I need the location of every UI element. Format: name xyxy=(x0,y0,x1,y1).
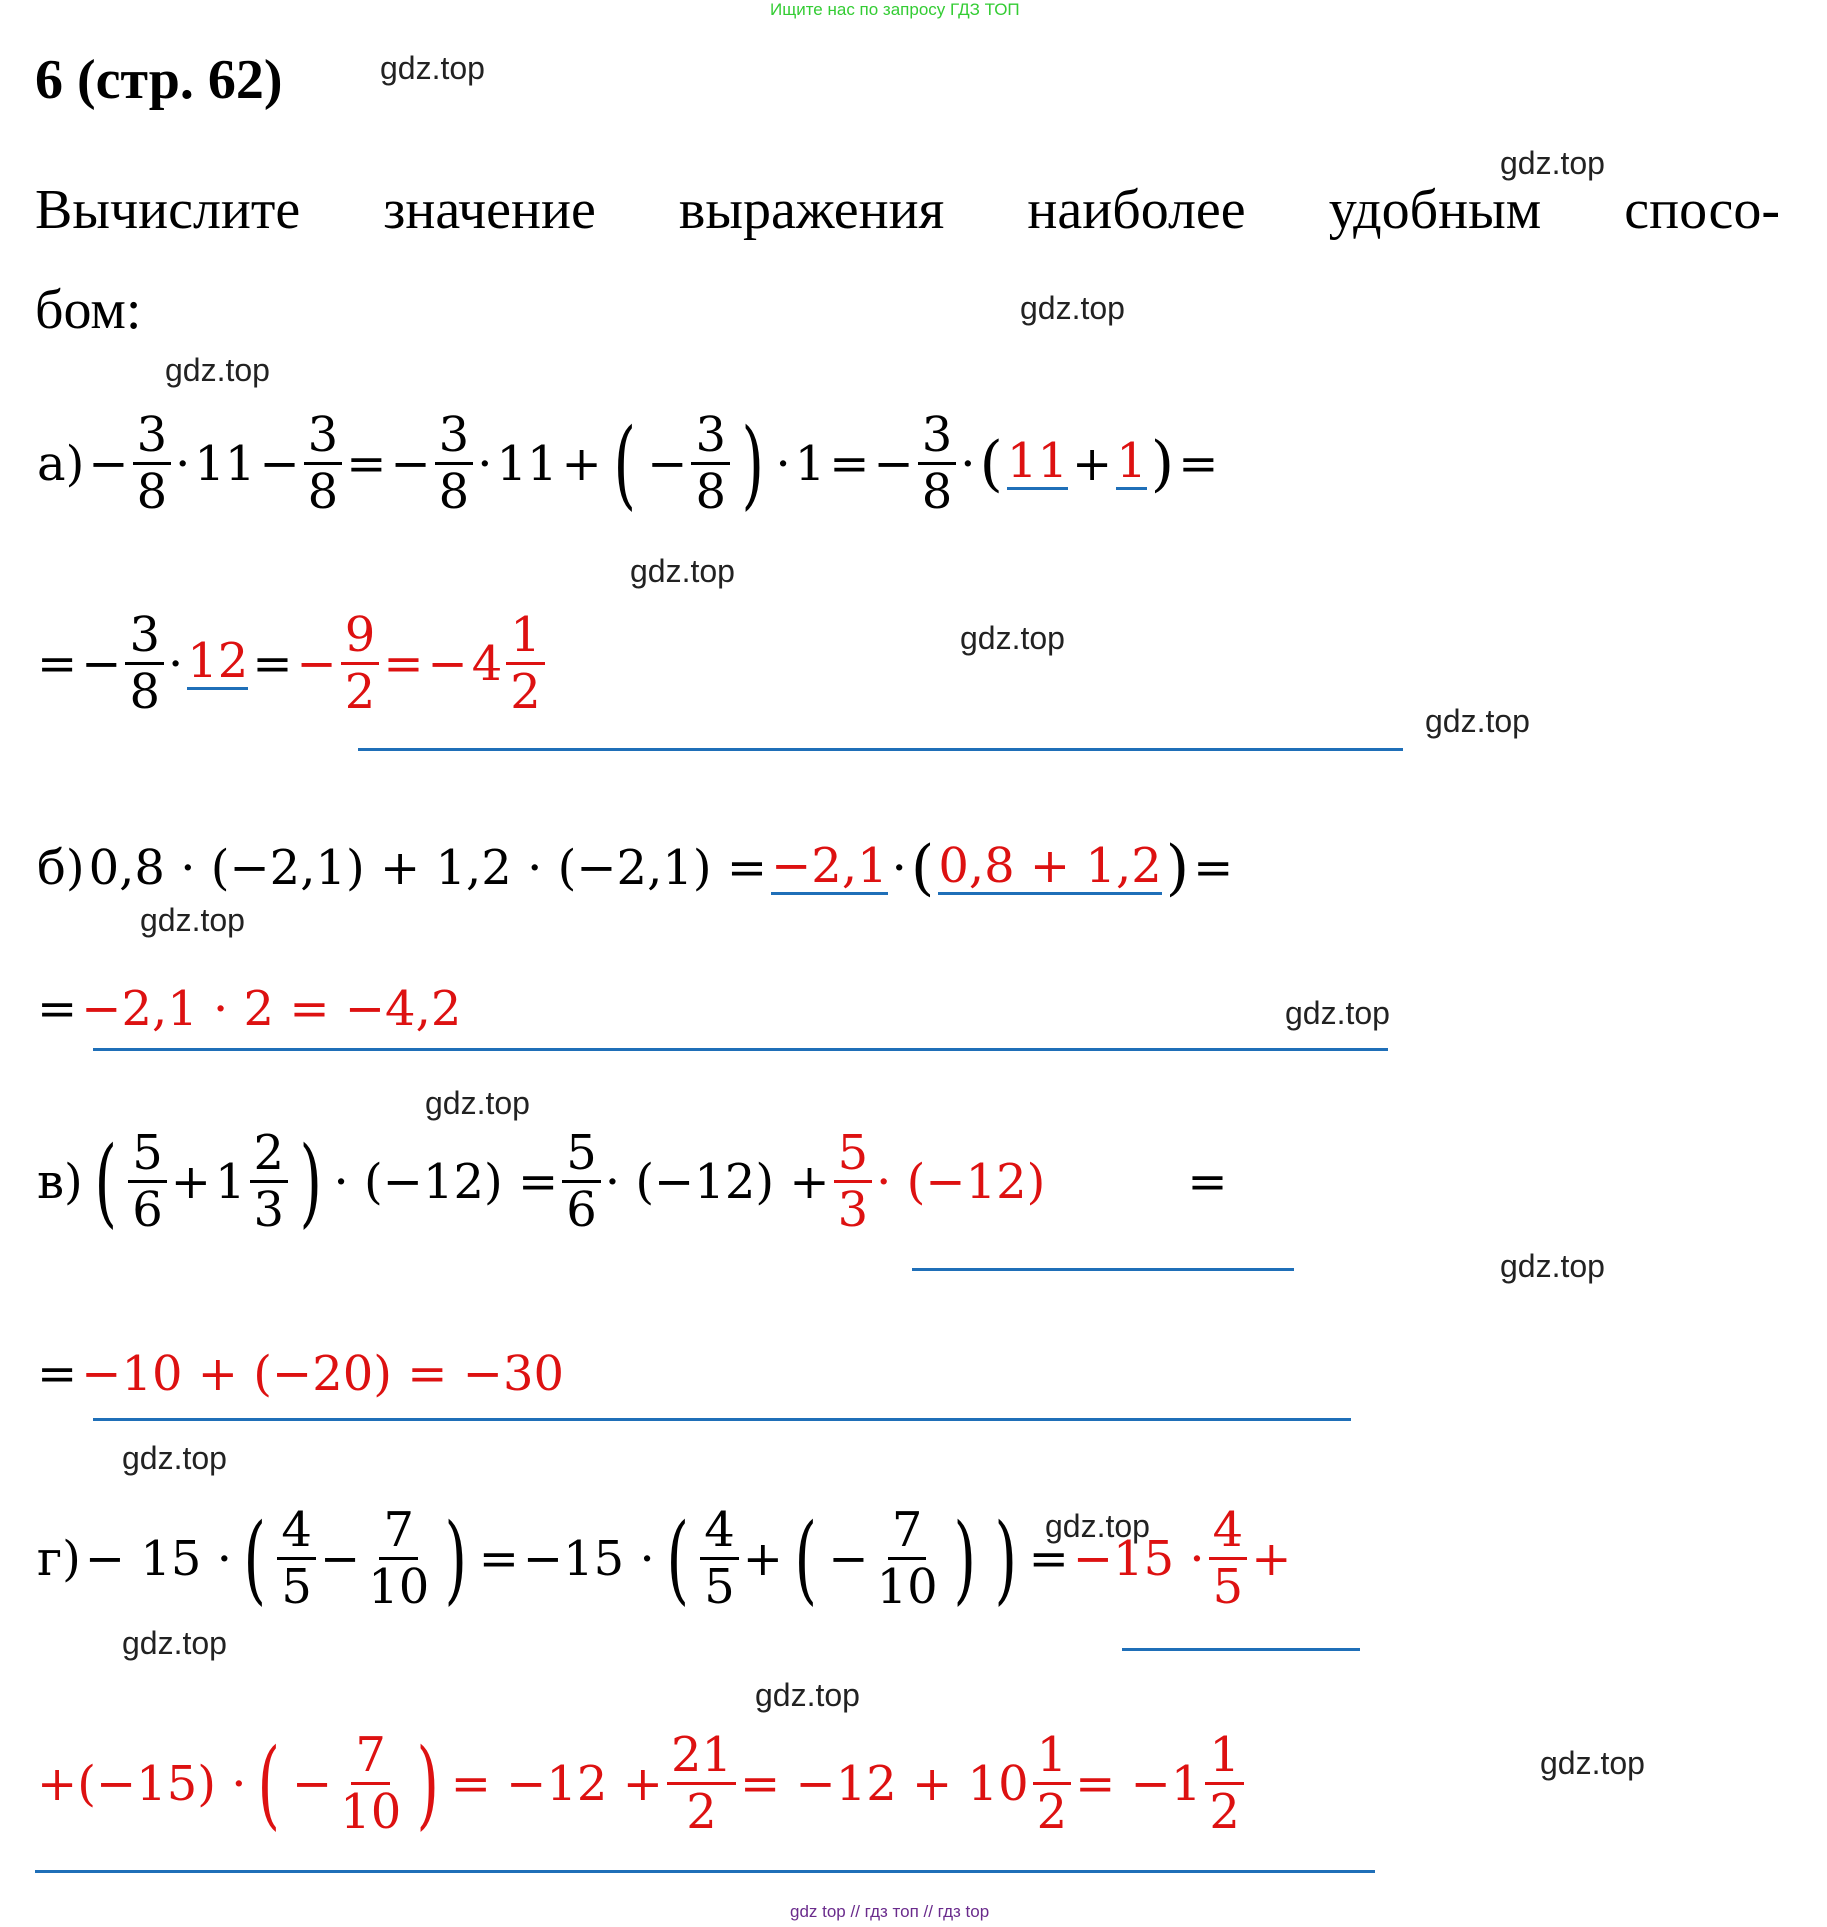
minus-sign: − xyxy=(291,1755,333,1812)
number: 11 xyxy=(496,435,558,492)
part-label: в) xyxy=(37,1153,83,1210)
minus-sign: − xyxy=(390,435,431,492)
answer-number: 1 xyxy=(1116,433,1147,490)
part-v-line-2 xyxy=(35,1346,566,1402)
watermark: gdz.top xyxy=(165,352,270,388)
watermark: gdz.top xyxy=(122,1440,227,1476)
minus-sign: − xyxy=(319,1530,361,1587)
denominator: 5 xyxy=(704,1559,735,1616)
answer-underline xyxy=(93,1048,1388,1051)
fraction xyxy=(1033,1727,1072,1841)
equals-sign: = xyxy=(383,635,424,692)
right-paren: ) xyxy=(953,1502,976,1615)
equals-sign: = xyxy=(37,635,78,692)
page-title: 6 (стр. 62) xyxy=(35,49,283,111)
fraction xyxy=(1205,1727,1244,1841)
task-word: Вычислите xyxy=(35,179,301,241)
denominator: 2 xyxy=(1209,1784,1240,1841)
plus-sign: + xyxy=(1072,435,1113,492)
answer-underline xyxy=(1122,1648,1360,1651)
left-paren: ( xyxy=(243,1502,266,1615)
numerator: 3 xyxy=(435,410,474,465)
part-label: б) xyxy=(37,840,85,896)
fraction xyxy=(562,1125,601,1239)
dot-sign: · xyxy=(175,435,191,492)
minus-sign: − xyxy=(296,635,337,692)
fraction xyxy=(700,1502,739,1616)
minus-sign: − xyxy=(81,635,122,692)
denominator: 5 xyxy=(1212,1559,1244,1616)
equals-sign: = xyxy=(252,635,293,692)
dot-sign: · xyxy=(960,435,976,492)
equals-sign: = xyxy=(37,1346,78,1402)
task-line-2: бом: xyxy=(35,279,142,341)
expression: −15 · xyxy=(522,1530,655,1587)
watermark: gdz.top xyxy=(1045,1508,1150,1544)
answer-underline xyxy=(912,1268,1294,1271)
fraction xyxy=(873,1502,942,1616)
task-word: значение xyxy=(383,179,596,241)
numerator: 7 xyxy=(888,1505,927,1560)
right-paren: ) xyxy=(444,1502,468,1615)
equals-sign: = xyxy=(37,981,78,1037)
minus-sign: − xyxy=(88,435,129,492)
task-word: выражения xyxy=(678,179,945,241)
answer-term: −2,1 xyxy=(771,837,888,894)
numerator: 5 xyxy=(562,1128,601,1183)
fraction xyxy=(506,607,545,721)
answer-expression: −10 + (−20) = −30 xyxy=(81,1346,565,1402)
part-b-line-1 xyxy=(35,833,1235,903)
number: 11 xyxy=(194,435,256,492)
footer-links: gdz top // гдз топ // гдз top xyxy=(790,1902,990,1921)
minus-sign: − xyxy=(427,635,468,692)
fraction xyxy=(250,1125,289,1239)
watermark: gdz.top xyxy=(1285,995,1390,1031)
fraction xyxy=(435,407,474,521)
left-paren: ( xyxy=(257,1727,281,1840)
numerator: 3 xyxy=(125,610,164,665)
denominator: 2 xyxy=(344,664,376,721)
answer-expression: −15 · xyxy=(1072,1530,1205,1587)
denominator: 2 xyxy=(1036,1784,1068,1841)
watermark: gdz.top xyxy=(425,1085,530,1121)
dot-sign: · xyxy=(167,635,184,692)
fraction xyxy=(125,607,164,721)
top-note: Ищите нас по запросу ГДЗ ТОП xyxy=(770,0,1020,19)
number: 1 xyxy=(214,1153,246,1210)
fraction xyxy=(128,1125,167,1239)
fraction xyxy=(691,407,730,521)
watermark: gdz.top xyxy=(1500,1248,1605,1284)
answer-expression: = −12 + 10 xyxy=(740,1755,1029,1812)
plus-sign: + xyxy=(170,1153,211,1210)
part-g-line-2 xyxy=(35,1727,1246,1841)
equals-sign: = xyxy=(478,1530,519,1587)
denominator: 2 xyxy=(686,1784,717,1841)
equals-sign: = xyxy=(346,435,387,492)
plus-sign: + xyxy=(742,1530,783,1587)
numerator: 4 xyxy=(1209,1505,1248,1560)
watermark: gdz.top xyxy=(380,50,485,86)
task-word: спосо- xyxy=(1624,179,1780,241)
answer-expression: = −1 xyxy=(1075,1755,1202,1812)
watermark: gdz.top xyxy=(122,1625,227,1661)
denominator: 3 xyxy=(253,1182,285,1239)
numerator: 4 xyxy=(700,1505,739,1560)
denominator: 5 xyxy=(281,1559,312,1616)
watermark: gdz.top xyxy=(630,553,735,589)
denominator: 10 xyxy=(876,1559,938,1616)
denominator: 8 xyxy=(136,464,168,521)
task-word: удобным xyxy=(1328,179,1542,241)
watermark: gdz.top xyxy=(140,902,245,938)
watermark: gdz.top xyxy=(1540,1745,1645,1781)
left-paren: ( xyxy=(979,428,1003,499)
expression: − 15 · xyxy=(84,1530,232,1587)
left-paren: ( xyxy=(666,1502,689,1615)
right-paren: ) xyxy=(416,1727,440,1840)
right-paren: ) xyxy=(994,1502,1018,1615)
number: 1 xyxy=(794,435,826,492)
task-word: наиболее xyxy=(1027,179,1246,241)
watermark: gdz.top xyxy=(1500,145,1605,181)
dot-sign: · xyxy=(891,840,907,896)
minus-sign: − xyxy=(828,1530,869,1587)
denominator: 10 xyxy=(368,1559,430,1616)
denominator: 8 xyxy=(129,664,160,721)
equals-sign: = xyxy=(1187,1153,1228,1210)
denominator: 3 xyxy=(837,1182,869,1239)
numerator: 21 xyxy=(667,1730,736,1785)
denominator: 8 xyxy=(921,464,953,521)
fraction xyxy=(133,407,172,521)
denominator: 8 xyxy=(695,464,726,521)
answer-underline xyxy=(35,1870,1375,1873)
fraction xyxy=(667,1727,736,1841)
dot-sign: · xyxy=(477,435,493,492)
numerator: 1 xyxy=(1205,1730,1244,1785)
expression: 0,8 · (−2,1) + 1,2 · (−2,1) = xyxy=(88,840,768,896)
right-paren: ) xyxy=(1165,833,1190,903)
denominator: 6 xyxy=(132,1182,163,1239)
left-paren: ( xyxy=(613,407,636,520)
numerator: 2 xyxy=(250,1128,289,1183)
numerator: 3 xyxy=(133,410,172,465)
fraction xyxy=(1209,1502,1248,1616)
fraction xyxy=(918,407,957,521)
numerator: 1 xyxy=(1033,1730,1072,1785)
expression: · (−12) = xyxy=(333,1153,559,1210)
numerator: 5 xyxy=(128,1128,167,1183)
numerator: 7 xyxy=(351,1730,390,1785)
numerator: 9 xyxy=(341,610,380,665)
answer-expression: −2,1 · 2 = −4,2 xyxy=(81,981,462,1037)
denominator: 8 xyxy=(307,464,339,521)
equals-sign: = xyxy=(1028,1530,1069,1587)
fraction xyxy=(834,1125,873,1239)
equals-sign: = xyxy=(829,435,870,492)
numerator: 4 xyxy=(277,1505,316,1560)
fraction xyxy=(364,1502,433,1616)
denominator: 6 xyxy=(566,1182,597,1239)
equals-sign: = xyxy=(1193,840,1234,896)
left-paren: ( xyxy=(94,1125,117,1238)
expression: · (−12) + xyxy=(604,1153,830,1210)
part-b-line-2 xyxy=(35,981,463,1037)
right-paren: ) xyxy=(1150,428,1175,499)
left-paren: ( xyxy=(794,1502,817,1615)
right-paren: ) xyxy=(741,407,764,520)
dot-sign: · xyxy=(775,435,791,492)
numerator: 5 xyxy=(834,1128,873,1183)
fraction xyxy=(277,1502,316,1616)
part-v-line-1 xyxy=(35,1125,1230,1239)
part-a-line-1 xyxy=(35,407,1220,521)
equals-sign: = xyxy=(1178,435,1219,492)
answer-number: 12 xyxy=(187,633,249,690)
left-paren: ( xyxy=(910,833,935,903)
answer-expression: = −12 + xyxy=(450,1755,663,1812)
denominator: 2 xyxy=(510,664,541,721)
plus-sign: + xyxy=(561,435,602,492)
numerator: 7 xyxy=(379,1505,418,1560)
fraction xyxy=(304,407,343,521)
fraction xyxy=(336,1727,405,1841)
denominator: 8 xyxy=(438,464,470,521)
answer-underline xyxy=(358,748,1403,751)
part-a-line-2 xyxy=(35,607,547,721)
minus-sign: − xyxy=(873,435,914,492)
number: 4 xyxy=(471,635,503,692)
answer-underline xyxy=(93,1418,1351,1421)
watermark: gdz.top xyxy=(1020,290,1125,326)
numerator: 3 xyxy=(691,410,730,465)
numerator: 3 xyxy=(918,410,957,465)
watermark: gdz.top xyxy=(755,1677,860,1713)
right-paren: ) xyxy=(299,1125,323,1238)
numerator: 3 xyxy=(304,410,343,465)
minus-sign: − xyxy=(647,435,688,492)
answer-expression: · (−12) xyxy=(876,1153,1046,1210)
answer-expression: +(−15) · xyxy=(37,1755,247,1812)
task-line-1 xyxy=(35,178,1780,242)
minus-sign: − xyxy=(259,435,300,492)
plus-sign: + xyxy=(1251,1530,1292,1587)
watermark: gdz.top xyxy=(1425,703,1530,739)
denominator: 10 xyxy=(340,1784,402,1841)
fraction xyxy=(341,607,380,721)
answer-term: 0,8 + 1,2 xyxy=(938,837,1162,894)
part-label: г) xyxy=(37,1530,81,1587)
part-label: а) xyxy=(37,435,85,492)
numerator: 1 xyxy=(506,610,545,665)
answer-number: 11 xyxy=(1006,433,1068,490)
part-g-line-1 xyxy=(35,1502,1293,1616)
watermark: gdz.top xyxy=(960,620,1065,656)
